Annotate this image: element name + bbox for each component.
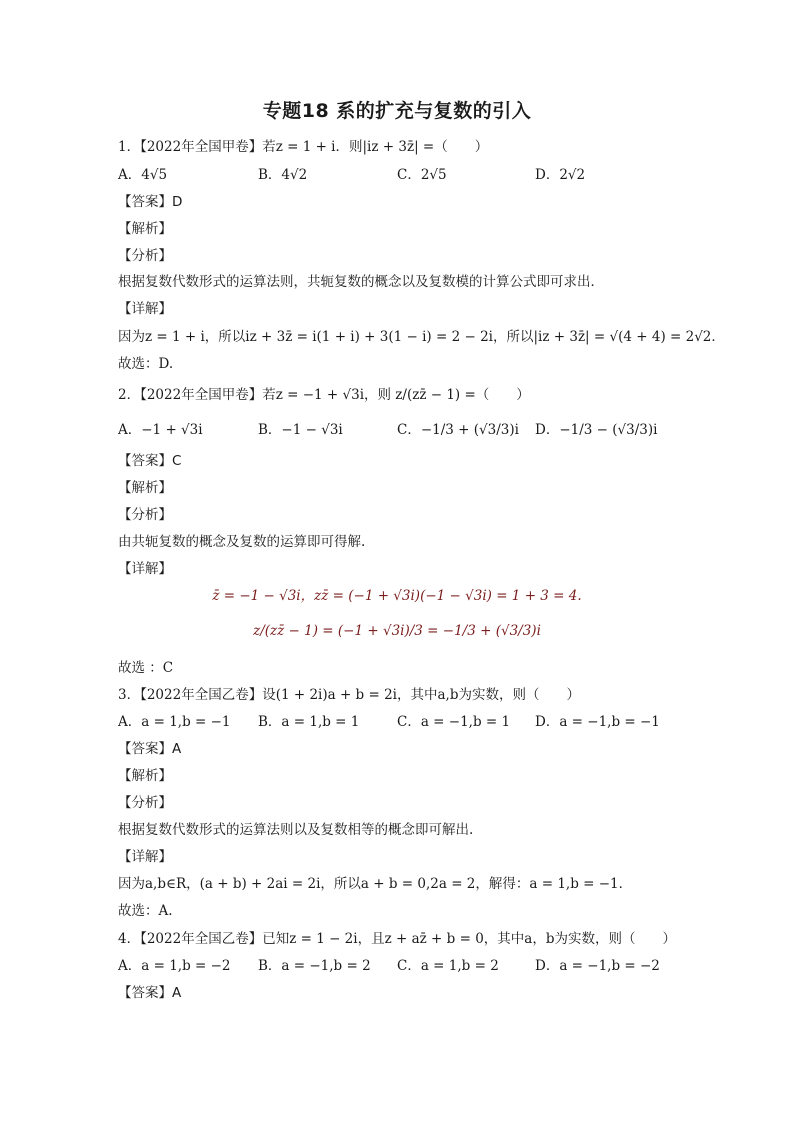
q3-fenxi-text: 根据复数代数形式的运算法则以及复数相等的概念即可解出.: [118, 822, 474, 838]
q2-jiexi-heading: 【解析】: [118, 480, 172, 496]
q2-fenxi-text: 由共轭复数的概念及复数的运算即可得解.: [118, 534, 366, 550]
q1-conclusion: 故选：D.: [118, 356, 174, 372]
q3-fenxi-heading: 【分析】: [118, 795, 172, 811]
q2-option-c: C．−1/3 + (√3/3)i: [397, 422, 519, 438]
q2-xiangjie-heading: 【详解】: [118, 561, 172, 577]
q3-jiexi-heading: 【解析】: [118, 768, 172, 784]
q3-option-b: B．a = 1,b = 1: [258, 714, 360, 730]
q3-option-c: C．a = −1,b = 1: [397, 714, 511, 730]
q3-xiangjie-heading: 【详解】: [118, 849, 172, 865]
q4-option-c: C．a = 1,b = 2: [397, 958, 499, 974]
q3-answer: 【答案】A: [118, 741, 182, 757]
q1-option-b: B．4√2: [258, 167, 308, 183]
q3-option-d: D．a = −1,b = −1: [535, 714, 660, 730]
q3-conclusion: 故选：A.: [118, 903, 173, 919]
q3-stem: 3．【2022年全国乙卷】设(1 + 2i)a + b = 2i，其中a,b为实数，则（ ）: [118, 687, 580, 703]
q1-fenxi-heading: 【分析】: [118, 248, 172, 264]
q3-detail: 因为a,b∈R，(a + b) + 2ai = 2i，所以a + b = 0,2a = 2，解得：a = 1,b = −1．: [118, 876, 633, 892]
q1-jiexi-heading: 【解析】: [118, 221, 172, 237]
page-title: 专题18 系的扩充与复数的引入: [262, 100, 532, 122]
q4-stem: 4．【2022年全国乙卷】已知z = 1 − 2i，且z + az̄ + b = 0，其中a，b为实数，则（ ）: [118, 931, 676, 947]
q2-option-d: D．−1/3 − (√3/3)i: [535, 422, 658, 438]
q2-answer: 【答案】C: [118, 453, 182, 469]
q2-stem: 2．【2022年全国甲卷】若z = −1 + √3i，则 z/(zz̄ − 1) =（ ）: [118, 387, 530, 403]
q2-conclusion: 故选 ：C: [118, 660, 174, 676]
q1-option-a: A．4√5: [118, 167, 168, 183]
q4-option-b: B．a = −1,b = 2: [258, 958, 371, 974]
q2-detail-line2: z/(zz̄ − 1) = (−1 + √3i)/3 = −1/3 + (√3/3)i: [253, 623, 541, 639]
q4-option-a: A．a = 1,b = −2: [118, 958, 231, 974]
q2-option-b: B．−1 − √3i: [258, 422, 343, 438]
q1-detail: 因为z = 1 + i，所以iz + 3z̄ = i(1 + i) + 3(1 − i) = 2 − 2i，所以|iz + 3z̄| = √(4 + 4) = 2√2．: [118, 329, 725, 345]
q1-option-c: C．2√5: [397, 167, 447, 183]
q1-answer: 【答案】D: [118, 194, 183, 210]
q2-option-a: A．−1 + √3i: [118, 422, 203, 438]
q1-stem: 1．【2022年全国甲卷】若z = 1 + i．则|iz + 3z̄| =（ ）: [118, 139, 489, 155]
q1-option-d: D．2√2: [535, 167, 586, 183]
q2-fenxi-heading: 【分析】: [118, 507, 172, 523]
q4-answer: 【答案】A: [118, 985, 182, 1001]
q2-detail-line1: z̄ = −1 − √3i，zz̄ = (−1 + √3i)(−1 − √3i) = 1 + 3 = 4.: [212, 588, 582, 604]
q3-option-a: A．a = 1,b = −1: [118, 714, 231, 730]
q4-option-d: D．a = −1,b = −2: [535, 958, 660, 974]
q1-xiangjie-heading: 【详解】: [118, 301, 172, 317]
q1-fenxi-text: 根据复数代数形式的运算法则，共轭复数的概念以及复数模的计算公式即可求出．: [118, 274, 604, 290]
